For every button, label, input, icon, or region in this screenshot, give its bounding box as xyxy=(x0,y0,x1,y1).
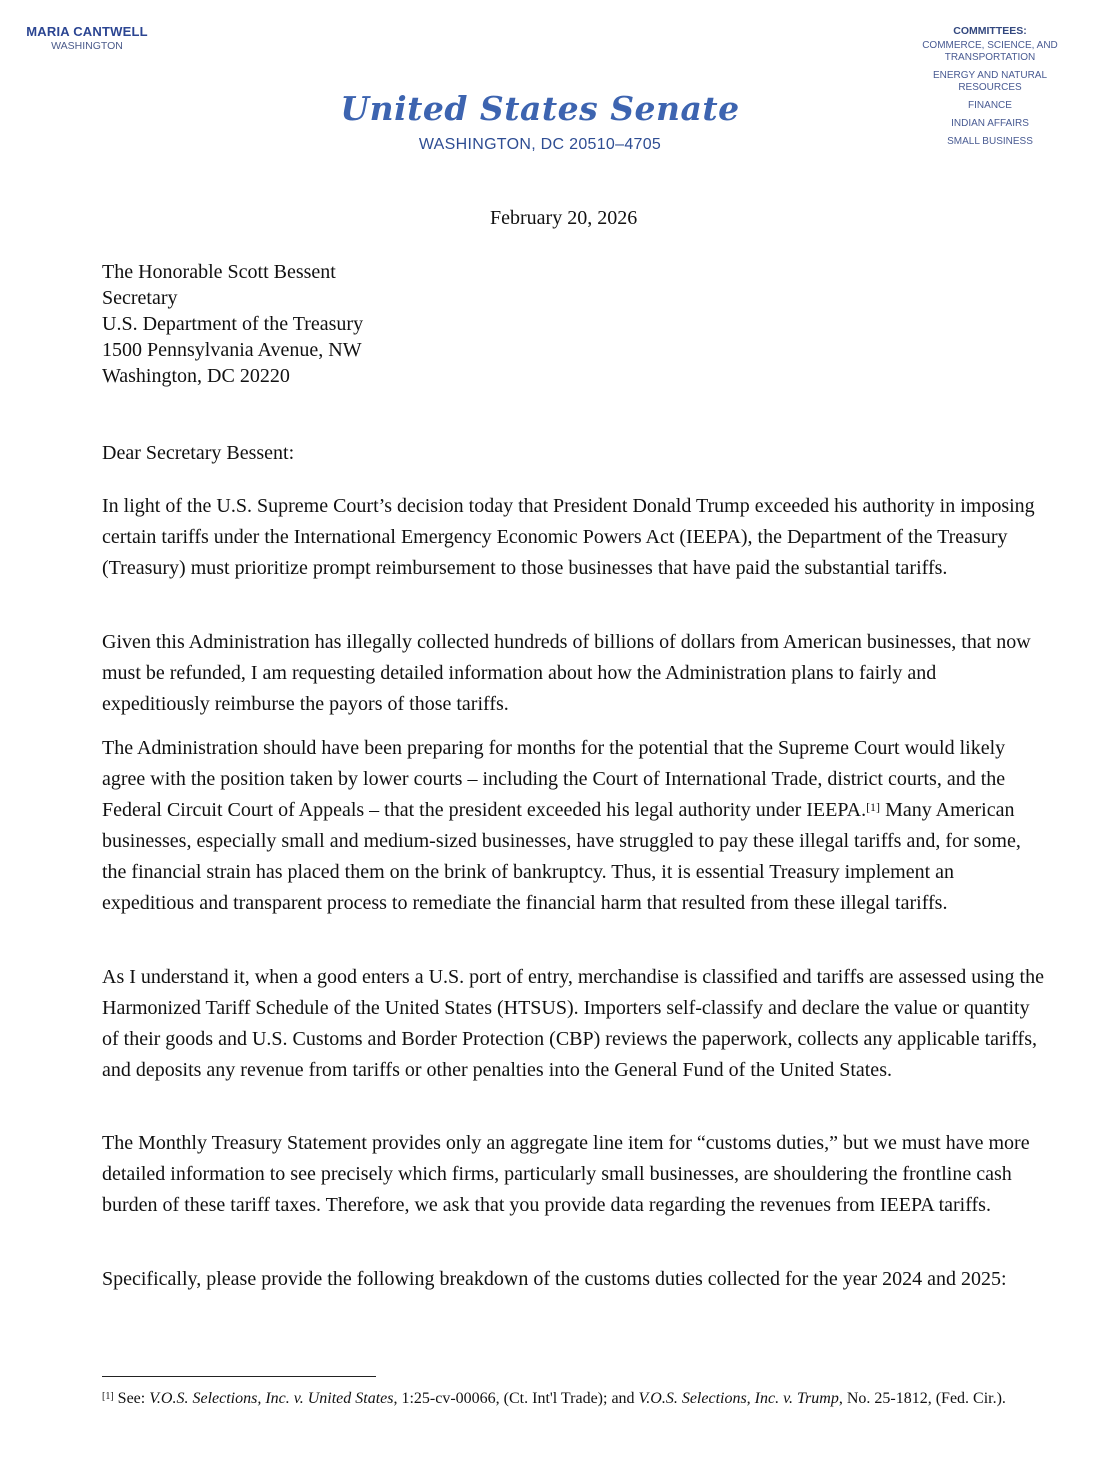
senate-title: United States Senate xyxy=(340,89,740,128)
recipient-line: Washington, DC 20220 xyxy=(102,365,290,387)
committee-item: SMALL BUSINESS xyxy=(947,136,1033,147)
salutation: Dear Secretary Bessent: xyxy=(102,442,295,464)
committee-item: FINANCE xyxy=(968,100,1012,111)
letter-date: February 20, 2026 xyxy=(490,207,638,229)
footnote-text: See: xyxy=(113,1390,150,1407)
case-citation: V.O.S. Selections, Inc. v. Trump xyxy=(638,1390,839,1407)
recipient-address xyxy=(102,259,363,389)
paragraph-text: Many American businesses, especially small and medium-sized businesses, have struggled to pay these illegal tariffs and, for some, the financial strain has placed them on the brink of bankruptcy. Thus, it is essential Treasury implement an expeditious and transparent process to remediate the financial harm that resulted from these illegal tariffs. xyxy=(102,799,1021,914)
footnote-marker: [1] xyxy=(102,1391,114,1402)
body-paragraph: The Monthly Treasury Statement provides only an aggregate line item for “customs duties,” but we must have more detailed information to see precisely which firms, particularly small businesses, are shouldering the frontline cash burden of these tariff taxes. Therefore, we ask that you provide data regarding the revenues from IEEPA tariffs. xyxy=(102,1132,1030,1216)
footnote-text: , No. 25-1812, (Fed. Cir.). xyxy=(838,1390,1006,1407)
body-paragraph xyxy=(102,733,1047,919)
body-paragraph: In light of the U.S. Supreme Court’s decision today that President Donald Trump exceeded his authority in imposing certain tariffs under the International Emergency Economic Powers Act (IEEPA), the Department of the Treasury (Treasury) must prioritize prompt reimbursement to those businesses that have paid the substantial tariffs. xyxy=(102,495,1035,579)
committees-block xyxy=(900,25,1080,154)
recipient-line: The Honorable Scott Bessent xyxy=(102,261,336,283)
sender-block xyxy=(17,24,157,52)
sender-name: MARIA CANTWELL xyxy=(26,24,148,39)
footnote xyxy=(102,1388,1052,1410)
committee-item: COMMERCE, SCIENCE, AND TRANSPORTATION xyxy=(922,40,1058,63)
body-paragraph: Given this Administration has illegally collected hundreds of billions of dollars from American businesses, that now must be refunded, I am requesting detailed information about how the Administration plans to fairly and expeditiously reimburse the payors of those tariffs. xyxy=(102,631,1031,715)
committee-item: INDIAN AFFAIRS xyxy=(951,118,1029,129)
footnote-divider xyxy=(102,1376,376,1377)
sender-state: WASHINGTON xyxy=(51,40,123,52)
footnote-reference[interactable]: [1] xyxy=(866,800,881,814)
paragraph-text: The Administration should have been preparing for months for the potential that the Supreme Court would likely agree with the position taken by lower courts – including the Court of International Trade, district courts, and the Federal Circuit Court of Appeals – that the president exceeded his legal authority under IEEPA. xyxy=(102,737,1006,821)
footnote-text: , 1:25-cv-00066, (Ct. Int'l Trade); and xyxy=(393,1390,639,1407)
committee-item: ENERGY AND NATURAL RESOURCES xyxy=(932,70,1048,93)
case-citation: V.O.S. Selections, Inc. v. United States xyxy=(149,1390,394,1407)
senate-address: WASHINGTON, DC 20510–4705 xyxy=(418,136,662,153)
masthead xyxy=(340,88,740,154)
recipient-line: Secretary xyxy=(102,287,178,309)
body-paragraph: As I understand it, when a good enters a U.S. port of entry, merchandise is classified and tariffs are assessed using the Harmonized Tariff Schedule of the United States (HTSUS). Importers self-classify and declare the value or quantity of their goods and U.S. Customs and Border Protection (CBP) reviews the paperwork, collects any applicable tariffs, and deposits any revenue from tariffs or other penalties into the General Fund of the United States. xyxy=(102,966,1044,1081)
body-paragraph: Specifically, please provide the following breakdown of the customs duties collected for the year 2024 and 2025: xyxy=(102,1268,1007,1290)
recipient-line: U.S. Department of the Treasury xyxy=(102,313,364,335)
committees-heading: COMMITTEES: xyxy=(953,25,1027,37)
recipient-line: 1500 Pennsylvania Avenue, NW xyxy=(102,339,362,361)
